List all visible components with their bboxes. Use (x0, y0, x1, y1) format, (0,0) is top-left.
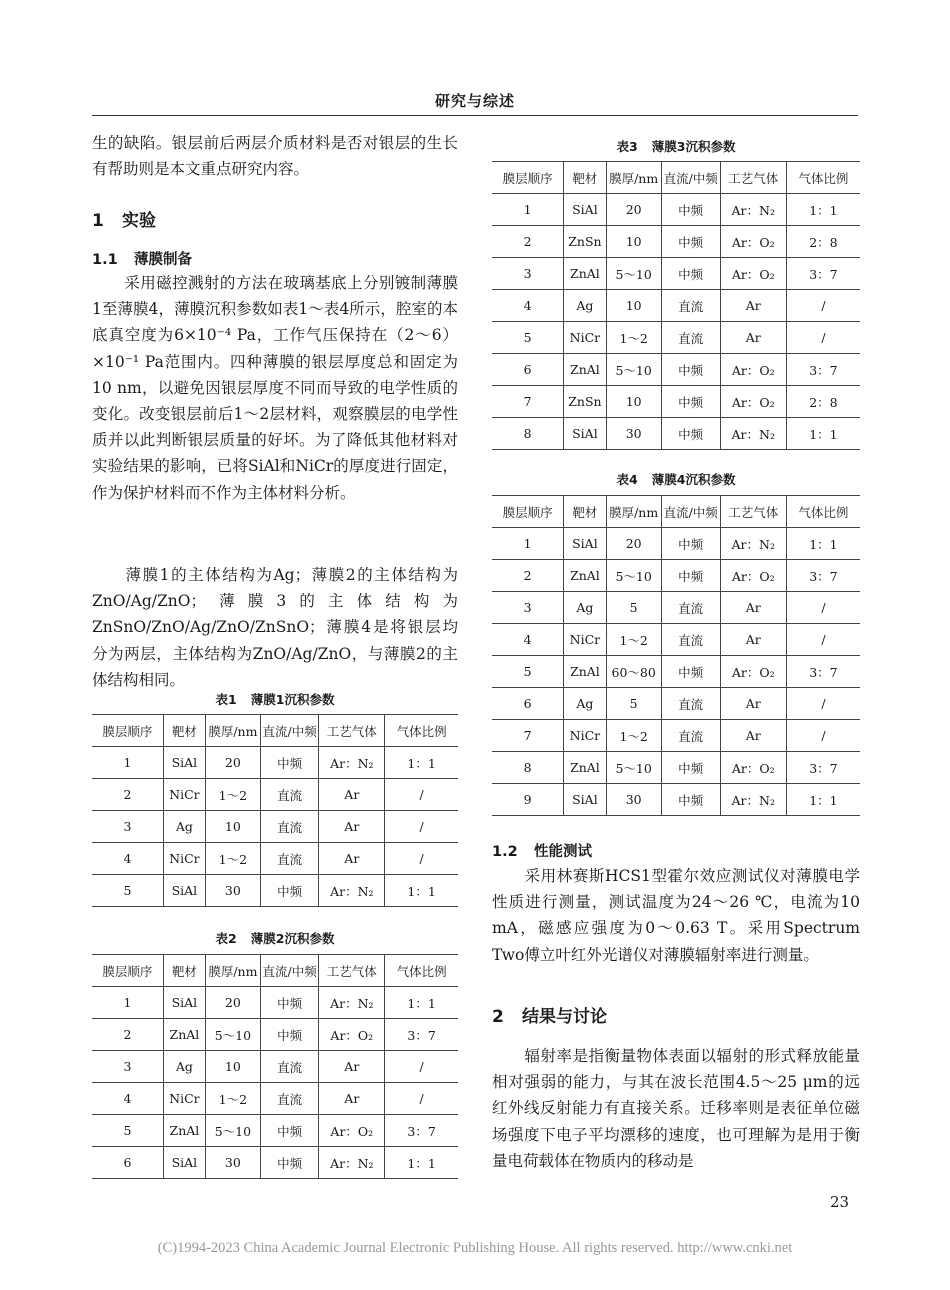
table-cell: 1～2 (606, 720, 661, 752)
table-row (92, 779, 458, 811)
table-cell: 1 (92, 987, 163, 1019)
table-4-label: 表4 (616, 472, 638, 487)
table-cell: 3：7 (786, 656, 860, 688)
table-cell: NiCr (163, 843, 205, 875)
table-row (492, 560, 860, 592)
table-4 (492, 495, 860, 816)
section-2-title: 结果与讨论 (522, 1007, 607, 1027)
table-header-cell: 靶材 (163, 715, 205, 747)
table-cell: 直流 (260, 811, 319, 843)
table-cell: 直流 (260, 1051, 319, 1083)
header-rule (92, 115, 858, 116)
table-cell: SiAl (163, 987, 205, 1019)
table-cell: 5 (492, 322, 564, 354)
table-cell: 3：7 (786, 258, 860, 290)
table-cell: 30 (606, 784, 661, 816)
table-cell: / (385, 779, 458, 811)
table-header-cell: 工艺气体 (319, 955, 385, 987)
table-header-row (92, 715, 458, 747)
table-row (492, 290, 860, 322)
table-cell: 直流 (661, 322, 720, 354)
table-cell: 直流 (661, 720, 720, 752)
table-row (492, 194, 860, 226)
table-cell: 中频 (260, 1147, 319, 1179)
table-cell: 中频 (260, 987, 319, 1019)
table-2-label: 表2 (215, 931, 237, 946)
table-row (492, 592, 860, 624)
table-header-cell: 靶材 (564, 496, 606, 528)
table-header-cell: 气体比例 (786, 162, 860, 194)
table-cell: 8 (492, 752, 564, 784)
section-1-1-number: 1.1 (92, 252, 118, 268)
table-cell: 1 (492, 528, 564, 560)
table-cell: 2 (492, 226, 564, 258)
table-cell: 3：7 (786, 560, 860, 592)
table-cell: Ag (564, 592, 606, 624)
table-cell: 4 (92, 843, 163, 875)
table-header-cell: 靶材 (564, 162, 606, 194)
table-row (92, 987, 458, 1019)
table-cell: SiAl (564, 528, 606, 560)
table-cell: 直流 (260, 779, 319, 811)
table-cell: Ar：N₂ (319, 1147, 385, 1179)
section-1-title: 实验 (122, 211, 156, 231)
table-cell: 2 (492, 560, 564, 592)
table-header-row (492, 496, 860, 528)
table-header-cell: 气体比例 (385, 955, 458, 987)
table-row (492, 322, 860, 354)
table-cell: Ar：N₂ (720, 418, 786, 450)
table-cell: 1～2 (606, 322, 661, 354)
table-header-cell: 膜厚/nm (606, 496, 661, 528)
table-cell: Ar：O₂ (720, 656, 786, 688)
table-header-cell: 膜层顺序 (492, 496, 564, 528)
table-cell: SiAl (163, 747, 205, 779)
table-row (492, 418, 860, 450)
table-cell: 9 (492, 784, 564, 816)
table-header-cell: 气体比例 (385, 715, 458, 747)
table-3-caption (492, 137, 860, 155)
table-header-cell: 膜厚/nm (205, 715, 260, 747)
table-header-cell: 靶材 (163, 955, 205, 987)
table-cell: Ar：O₂ (720, 386, 786, 418)
table-cell: 5～10 (606, 560, 661, 592)
table-3-label: 表3 (616, 139, 638, 154)
table-cell: 中频 (260, 747, 319, 779)
table-cell: 1～2 (606, 624, 661, 656)
table-cell: Ar (720, 624, 786, 656)
table-cell: Ar：N₂ (720, 194, 786, 226)
table-cell: Ar (720, 688, 786, 720)
table-cell: Ag (564, 290, 606, 322)
table-cell: / (385, 1051, 458, 1083)
table-header-cell: 膜厚/nm (205, 955, 260, 987)
table-cell: 5 (92, 1115, 163, 1147)
table-cell: 1：1 (385, 747, 458, 779)
copyright-footer: (C)1994-2023 China Academic Journal Electronic Publishing House. All rights reserved. http://www.cnki.net (157, 1240, 793, 1256)
table-cell: Ar：N₂ (720, 528, 786, 560)
table-cell: Ar (720, 592, 786, 624)
section-1-2-title: 性能测试 (534, 844, 592, 860)
table-cell: 1 (92, 747, 163, 779)
table-row (92, 843, 458, 875)
table-row (492, 752, 860, 784)
table-cell: SiAl (564, 194, 606, 226)
table-cell: 5 (92, 875, 163, 907)
table-header-cell: 直流/中频 (260, 955, 319, 987)
table-cell: 中频 (661, 258, 720, 290)
table-row (92, 1083, 458, 1115)
table-cell: 3 (492, 592, 564, 624)
table-cell: 3：7 (385, 1115, 458, 1147)
table-cell: 5～10 (205, 1115, 260, 1147)
table-cell: ZnAl (163, 1115, 205, 1147)
table-cell: Ar：O₂ (720, 752, 786, 784)
table-cell: 7 (492, 720, 564, 752)
section-2-number: 2 (492, 1007, 504, 1027)
body-paragraph-3-text: 采用林赛斯HCS1型霍尔效应测试仪对薄膜电学性质进行测量，测试温度为24～26 ℃，电流为10 mA，磁感应强度为0～0.63 T。采用Spectrum Two傅立叶红外光谱仪对薄膜辐射率进行测量。 (492, 867, 860, 964)
table-cell: 中频 (661, 418, 720, 450)
table-cell: 6 (92, 1147, 163, 1179)
table-cell: 8 (492, 418, 564, 450)
table-cell: SiAl (564, 418, 606, 450)
table-header-cell: 工艺气体 (720, 162, 786, 194)
table-cell: 60～80 (606, 656, 661, 688)
table-cell: Ar：O₂ (319, 1115, 385, 1147)
table-cell: 4 (492, 624, 564, 656)
table-cell: 3 (92, 1051, 163, 1083)
body-paragraph-2 (92, 562, 458, 693)
table-cell: 直流 (661, 592, 720, 624)
table-1-caption (92, 690, 458, 708)
table-cell: 5 (606, 688, 661, 720)
table-cell: 3：7 (786, 752, 860, 784)
table-cell: Ar：O₂ (720, 560, 786, 592)
table-cell: NiCr (564, 322, 606, 354)
table-cell: 2 (92, 1019, 163, 1051)
section-1-2-heading (492, 840, 860, 861)
table-cell: / (786, 720, 860, 752)
table-row (492, 386, 860, 418)
table-cell: Ar (319, 1083, 385, 1115)
table-row (92, 811, 458, 843)
table-row (492, 688, 860, 720)
table-cell: ZnAl (163, 1019, 205, 1051)
table-header-row (92, 955, 458, 987)
table-cell: Ar：N₂ (319, 875, 385, 907)
table-cell: / (786, 592, 860, 624)
table-header-cell: 直流/中频 (661, 162, 720, 194)
body-paragraph-2-text: 薄膜1的主体结构为Ag；薄膜2的主体结构为ZnO/Ag/ZnO；薄膜3的主体结构为ZnSnO/ZnO/Ag/ZnO/ZnSnO；薄膜4是将银层均分为两层，主体结构为ZnO/Ag/ZnO，与薄膜2的主体结构相同。 (92, 566, 458, 689)
table-header-cell: 直流/中频 (260, 715, 319, 747)
table-cell: 20 (606, 194, 661, 226)
table-cell: 中频 (661, 560, 720, 592)
body-paragraph-4 (492, 1043, 860, 1174)
table-cell: 中频 (661, 194, 720, 226)
table-cell: ZnAl (564, 560, 606, 592)
table-cell: Ar：O₂ (720, 226, 786, 258)
table-cell: 6 (492, 354, 564, 386)
table-2-caption (92, 929, 458, 947)
table-cell: 1 (492, 194, 564, 226)
table-2 (92, 954, 458, 1179)
table-cell: Ag (163, 811, 205, 843)
table-cell: 1：1 (786, 784, 860, 816)
table-cell: Ar：N₂ (720, 784, 786, 816)
table-1-label: 表1 (215, 692, 237, 707)
table-row (92, 1019, 458, 1051)
table-row (492, 656, 860, 688)
table-cell: 1～2 (205, 1083, 260, 1115)
table-cell: / (786, 290, 860, 322)
table-cell: Ar (319, 1051, 385, 1083)
table-cell: ZnSn (564, 386, 606, 418)
table-cell: ZnSn (564, 226, 606, 258)
section-1-1-heading (92, 248, 458, 269)
table-cell: 5～10 (606, 258, 661, 290)
table-cell: 3 (92, 811, 163, 843)
body-paragraph-4-text: 辐射率是指衡量物体表面以辐射的形式释放能量相对强弱的能力，与其在波长范围4.5～25 μm的远红外线反射能力有直接关系。迁移率则是表征单位磁场强度下电子平均漂移的速度，也可理解为是用于衡量电荷载体在物质内的移动是 (492, 1047, 860, 1170)
table-cell: 5 (492, 656, 564, 688)
table-header-cell: 膜层顺序 (492, 162, 564, 194)
table-cell: 1～2 (205, 843, 260, 875)
table-cell: Ar (319, 811, 385, 843)
table-cell: NiCr (564, 720, 606, 752)
table-cell: 直流 (260, 1083, 319, 1115)
table-row (492, 354, 860, 386)
table-cell: 3 (492, 258, 564, 290)
section-1-number: 1 (92, 211, 104, 231)
table-cell: 1：1 (786, 194, 860, 226)
table-cell: 中频 (661, 656, 720, 688)
table-cell: / (385, 843, 458, 875)
table-cell: Ar (319, 779, 385, 811)
table-row (492, 528, 860, 560)
table-cell: 10 (606, 290, 661, 322)
table-cell: 10 (606, 386, 661, 418)
table-cell: 中频 (661, 784, 720, 816)
table-cell: 5～10 (606, 354, 661, 386)
table-cell: 30 (606, 418, 661, 450)
table-row (92, 747, 458, 779)
table-cell: ZnAl (564, 354, 606, 386)
table-cell: 直流 (661, 688, 720, 720)
table-cell: 中频 (260, 1019, 319, 1051)
section-1-heading (92, 206, 458, 231)
body-paragraph-1-text: 采用磁控溅射的方法在玻璃基底上分别镀制薄膜1至薄膜4，薄膜沉积参数如表1～表4所示，腔室的本底真空度为6×10⁻⁴ Pa，工作气压保持在（2～6）×10⁻¹ Pa范围内。四种薄膜的银层厚度总和固定为10 nm，以避免因银层厚度不同而导致的电学性质的变化。改变银层前后1～2层材料，观察膜层的电学性质并以此判断银层质量的好坏。为了降低其他材料对实验结果的影响，已将SiAl和NiCr的厚度进行固定，作为保护材料而不作为主体材料分析。 (92, 274, 458, 502)
table-1 (92, 714, 458, 907)
table-cell: 3：7 (385, 1019, 458, 1051)
table-cell: / (385, 811, 458, 843)
table-cell: ZnAl (564, 258, 606, 290)
table-cell: 1：1 (385, 987, 458, 1019)
table-cell: SiAl (163, 1147, 205, 1179)
table-cell: SiAl (163, 875, 205, 907)
running-header: 研究与综述 (434, 92, 515, 110)
section-2-heading (492, 1002, 860, 1027)
table-cell: 2：8 (786, 386, 860, 418)
table-cell: NiCr (163, 1083, 205, 1115)
table-cell: ZnAl (564, 656, 606, 688)
table-cell: ZnAl (564, 752, 606, 784)
table-row (492, 258, 860, 290)
table-row (92, 1115, 458, 1147)
table-cell: 1：1 (786, 418, 860, 450)
table-header-cell: 直流/中频 (661, 496, 720, 528)
table-cell: / (786, 624, 860, 656)
table-row (492, 226, 860, 258)
table-cell: 5～10 (205, 1019, 260, 1051)
body-paragraph-3 (492, 863, 860, 968)
table-cell: 1：1 (786, 528, 860, 560)
table-cell: 直流 (260, 843, 319, 875)
table-cell: Ar：O₂ (720, 258, 786, 290)
table-cell: / (786, 322, 860, 354)
table-3 (492, 161, 860, 450)
table-cell: Ar：N₂ (319, 987, 385, 1019)
page-number: 23 (830, 1193, 850, 1211)
table-cell: 10 (205, 811, 260, 843)
table-cell: / (385, 1083, 458, 1115)
table-row (92, 1147, 458, 1179)
table-header-cell: 气体比例 (786, 496, 860, 528)
table-1-title: 薄膜1沉积参数 (250, 692, 335, 707)
table-cell: 7 (492, 386, 564, 418)
table-cell: 中频 (260, 1115, 319, 1147)
table-header-cell: 膜厚/nm (606, 162, 661, 194)
section-1-2-number: 1.2 (492, 844, 518, 860)
table-cell: 30 (205, 875, 260, 907)
table-cell: Ar (720, 720, 786, 752)
table-cell: 20 (606, 528, 661, 560)
table-cell: 5～10 (606, 752, 661, 784)
table-cell: Ar：N₂ (319, 747, 385, 779)
intro-paragraph: 生的缺陷。银层前后两层介质材料是否对银层的生长有帮助则是本文重点研究内容。 (92, 134, 458, 179)
table-cell: 直流 (661, 624, 720, 656)
table-row (492, 720, 860, 752)
table-cell: 中频 (661, 354, 720, 386)
table-cell: / (786, 688, 860, 720)
table-cell: 30 (205, 1147, 260, 1179)
table-cell: 中频 (661, 386, 720, 418)
table-cell: 10 (205, 1051, 260, 1083)
table-cell: 2：8 (786, 226, 860, 258)
table-row (492, 784, 860, 816)
table-cell: Ar (720, 290, 786, 322)
table-cell: 5 (606, 592, 661, 624)
table-cell: 中频 (260, 875, 319, 907)
table-header-cell: 膜层顺序 (92, 955, 163, 987)
table-4-title: 薄膜4沉积参数 (651, 472, 736, 487)
table-2-title: 薄膜2沉积参数 (250, 931, 335, 946)
table-cell: 4 (92, 1083, 163, 1115)
table-cell: 直流 (661, 290, 720, 322)
table-cell: 中频 (661, 226, 720, 258)
table-cell: 10 (606, 226, 661, 258)
table-cell: 2 (92, 779, 163, 811)
section-1-1-title: 薄膜制备 (134, 252, 192, 268)
table-cell: Ag (163, 1051, 205, 1083)
table-cell: Ag (564, 688, 606, 720)
table-row (92, 875, 458, 907)
table-cell: NiCr (564, 624, 606, 656)
table-cell: NiCr (163, 779, 205, 811)
table-cell: 3：7 (786, 354, 860, 386)
table-cell: 中频 (661, 528, 720, 560)
table-cell: 20 (205, 747, 260, 779)
table-row (492, 624, 860, 656)
table-cell: Ar：O₂ (319, 1019, 385, 1051)
table-4-caption (492, 470, 860, 488)
table-cell: Ar (720, 322, 786, 354)
table-header-cell: 工艺气体 (720, 496, 786, 528)
table-cell: Ar (319, 843, 385, 875)
table-cell: 中频 (661, 752, 720, 784)
body-paragraph-1 (92, 270, 458, 506)
table-header-cell: 膜层顺序 (92, 715, 163, 747)
table-header-row (492, 162, 860, 194)
table-cell: 1：1 (385, 875, 458, 907)
table-cell: SiAl (564, 784, 606, 816)
table-cell: 6 (492, 688, 564, 720)
table-cell: 4 (492, 290, 564, 322)
table-row (92, 1051, 458, 1083)
table-cell: 1：1 (385, 1147, 458, 1179)
table-header-cell: 工艺气体 (319, 715, 385, 747)
table-cell: 20 (205, 987, 260, 1019)
table-3-title: 薄膜3沉积参数 (651, 139, 736, 154)
table-cell: Ar：O₂ (720, 354, 786, 386)
table-cell: 1～2 (205, 779, 260, 811)
